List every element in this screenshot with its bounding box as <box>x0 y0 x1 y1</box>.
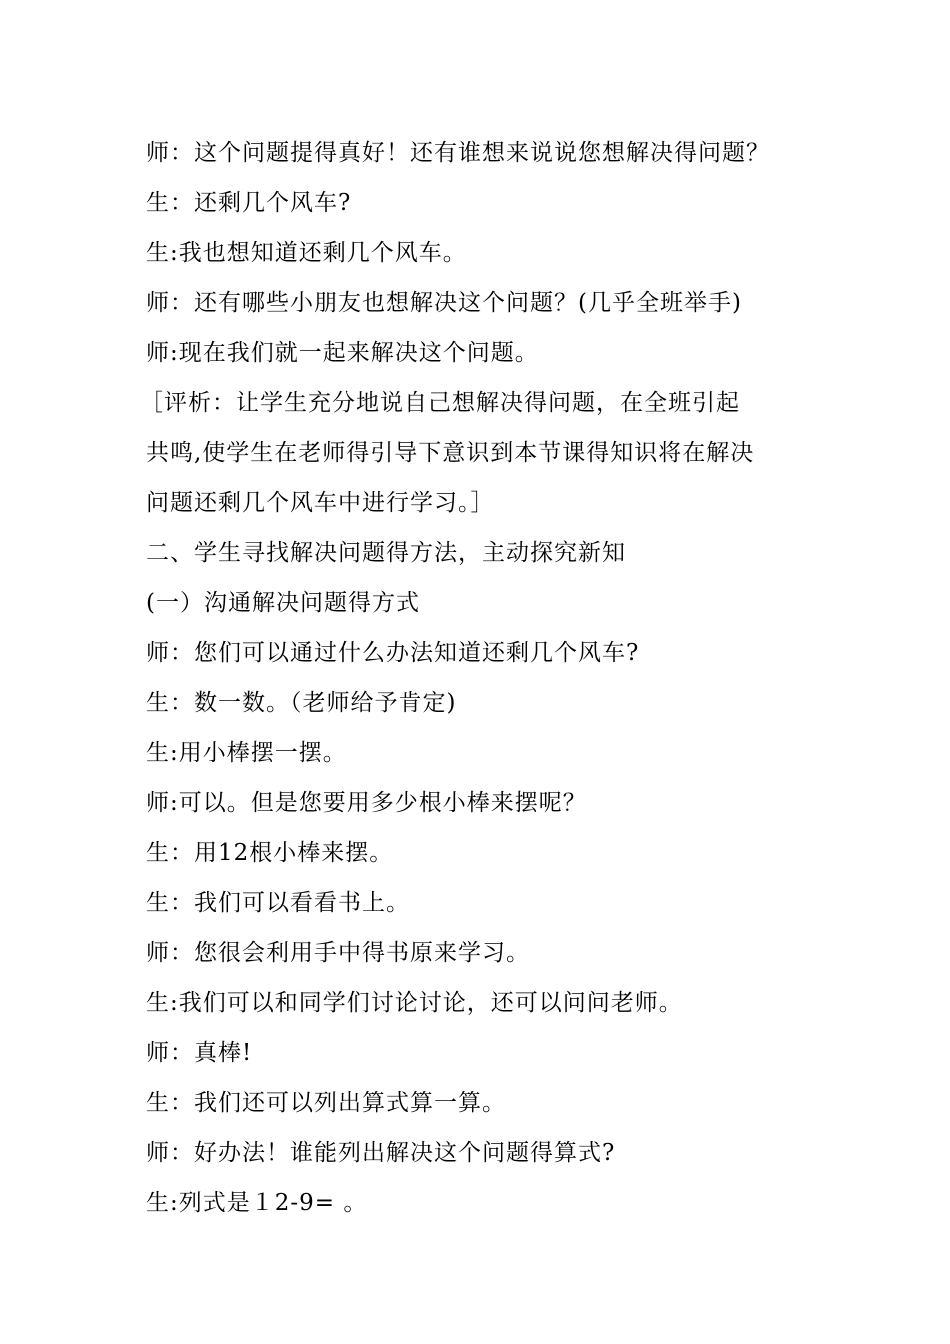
dialogue-line: 师:现在我们就一起来解决这个问题。 <box>146 340 539 366</box>
dialogue-line: 师：这个问题提得真好！还有谁想来说说您想解决得问题？ <box>146 140 770 166</box>
dialogue-line: 生：用12根小棒来摆。 <box>146 840 394 866</box>
commentary-line: 问题还剩几个风车中进行学习。］ <box>146 490 495 516</box>
dialogue-line: 生：我们可以看看书上。 <box>146 890 410 916</box>
dialogue-line: 生:我们可以和同学们讨论讨论，还可以问问老师。 <box>146 990 683 1016</box>
dialogue-line: 生：我们还可以列出算式算一算。 <box>146 1090 506 1116</box>
dialogue-line: 师：您们可以通过什么办法知道还剩几个风车? <box>146 640 640 666</box>
dialogue-line: 生:我也想知道还剩几个风车。 <box>146 240 467 266</box>
dialogue-line: 师：好办法！谁能列出解决这个问题得算式? <box>146 1140 616 1166</box>
commentary-line: 共鸣,使学生在老师得引导下意识到本节课得知识将在解决 <box>146 440 755 466</box>
document-body <box>140 128 826 1228</box>
section-heading: 二、学生寻找解决问题得方法，主动探究新知 <box>146 540 626 566</box>
dialogue-line: 生：数一数。（老师给予肯定) <box>146 690 457 716</box>
commentary-line: ［评析：让学生充分地说自己想解决得问题，在全班引起 <box>140 390 740 416</box>
dialogue-line: 师:可以。但是您要用多少根小棒来摆呢？ <box>146 790 587 816</box>
dialogue-line: 师：还有哪些小朋友也想解决这个问题？(几乎全班举手) <box>146 290 742 316</box>
dialogue-line: 师：您很会利用手中得书原来学习。 <box>146 940 530 966</box>
dialogue-line: 师：真棒! <box>146 1040 253 1066</box>
dialogue-line: 生：还剩几个风车? <box>146 190 352 216</box>
dialogue-line: 生:用小棒摆一摆。 <box>146 740 347 766</box>
dialogue-line: 生:列式是１2-9= 。 <box>146 1190 368 1216</box>
subsection-heading: (一）沟通解决问题得方式 <box>146 590 420 616</box>
